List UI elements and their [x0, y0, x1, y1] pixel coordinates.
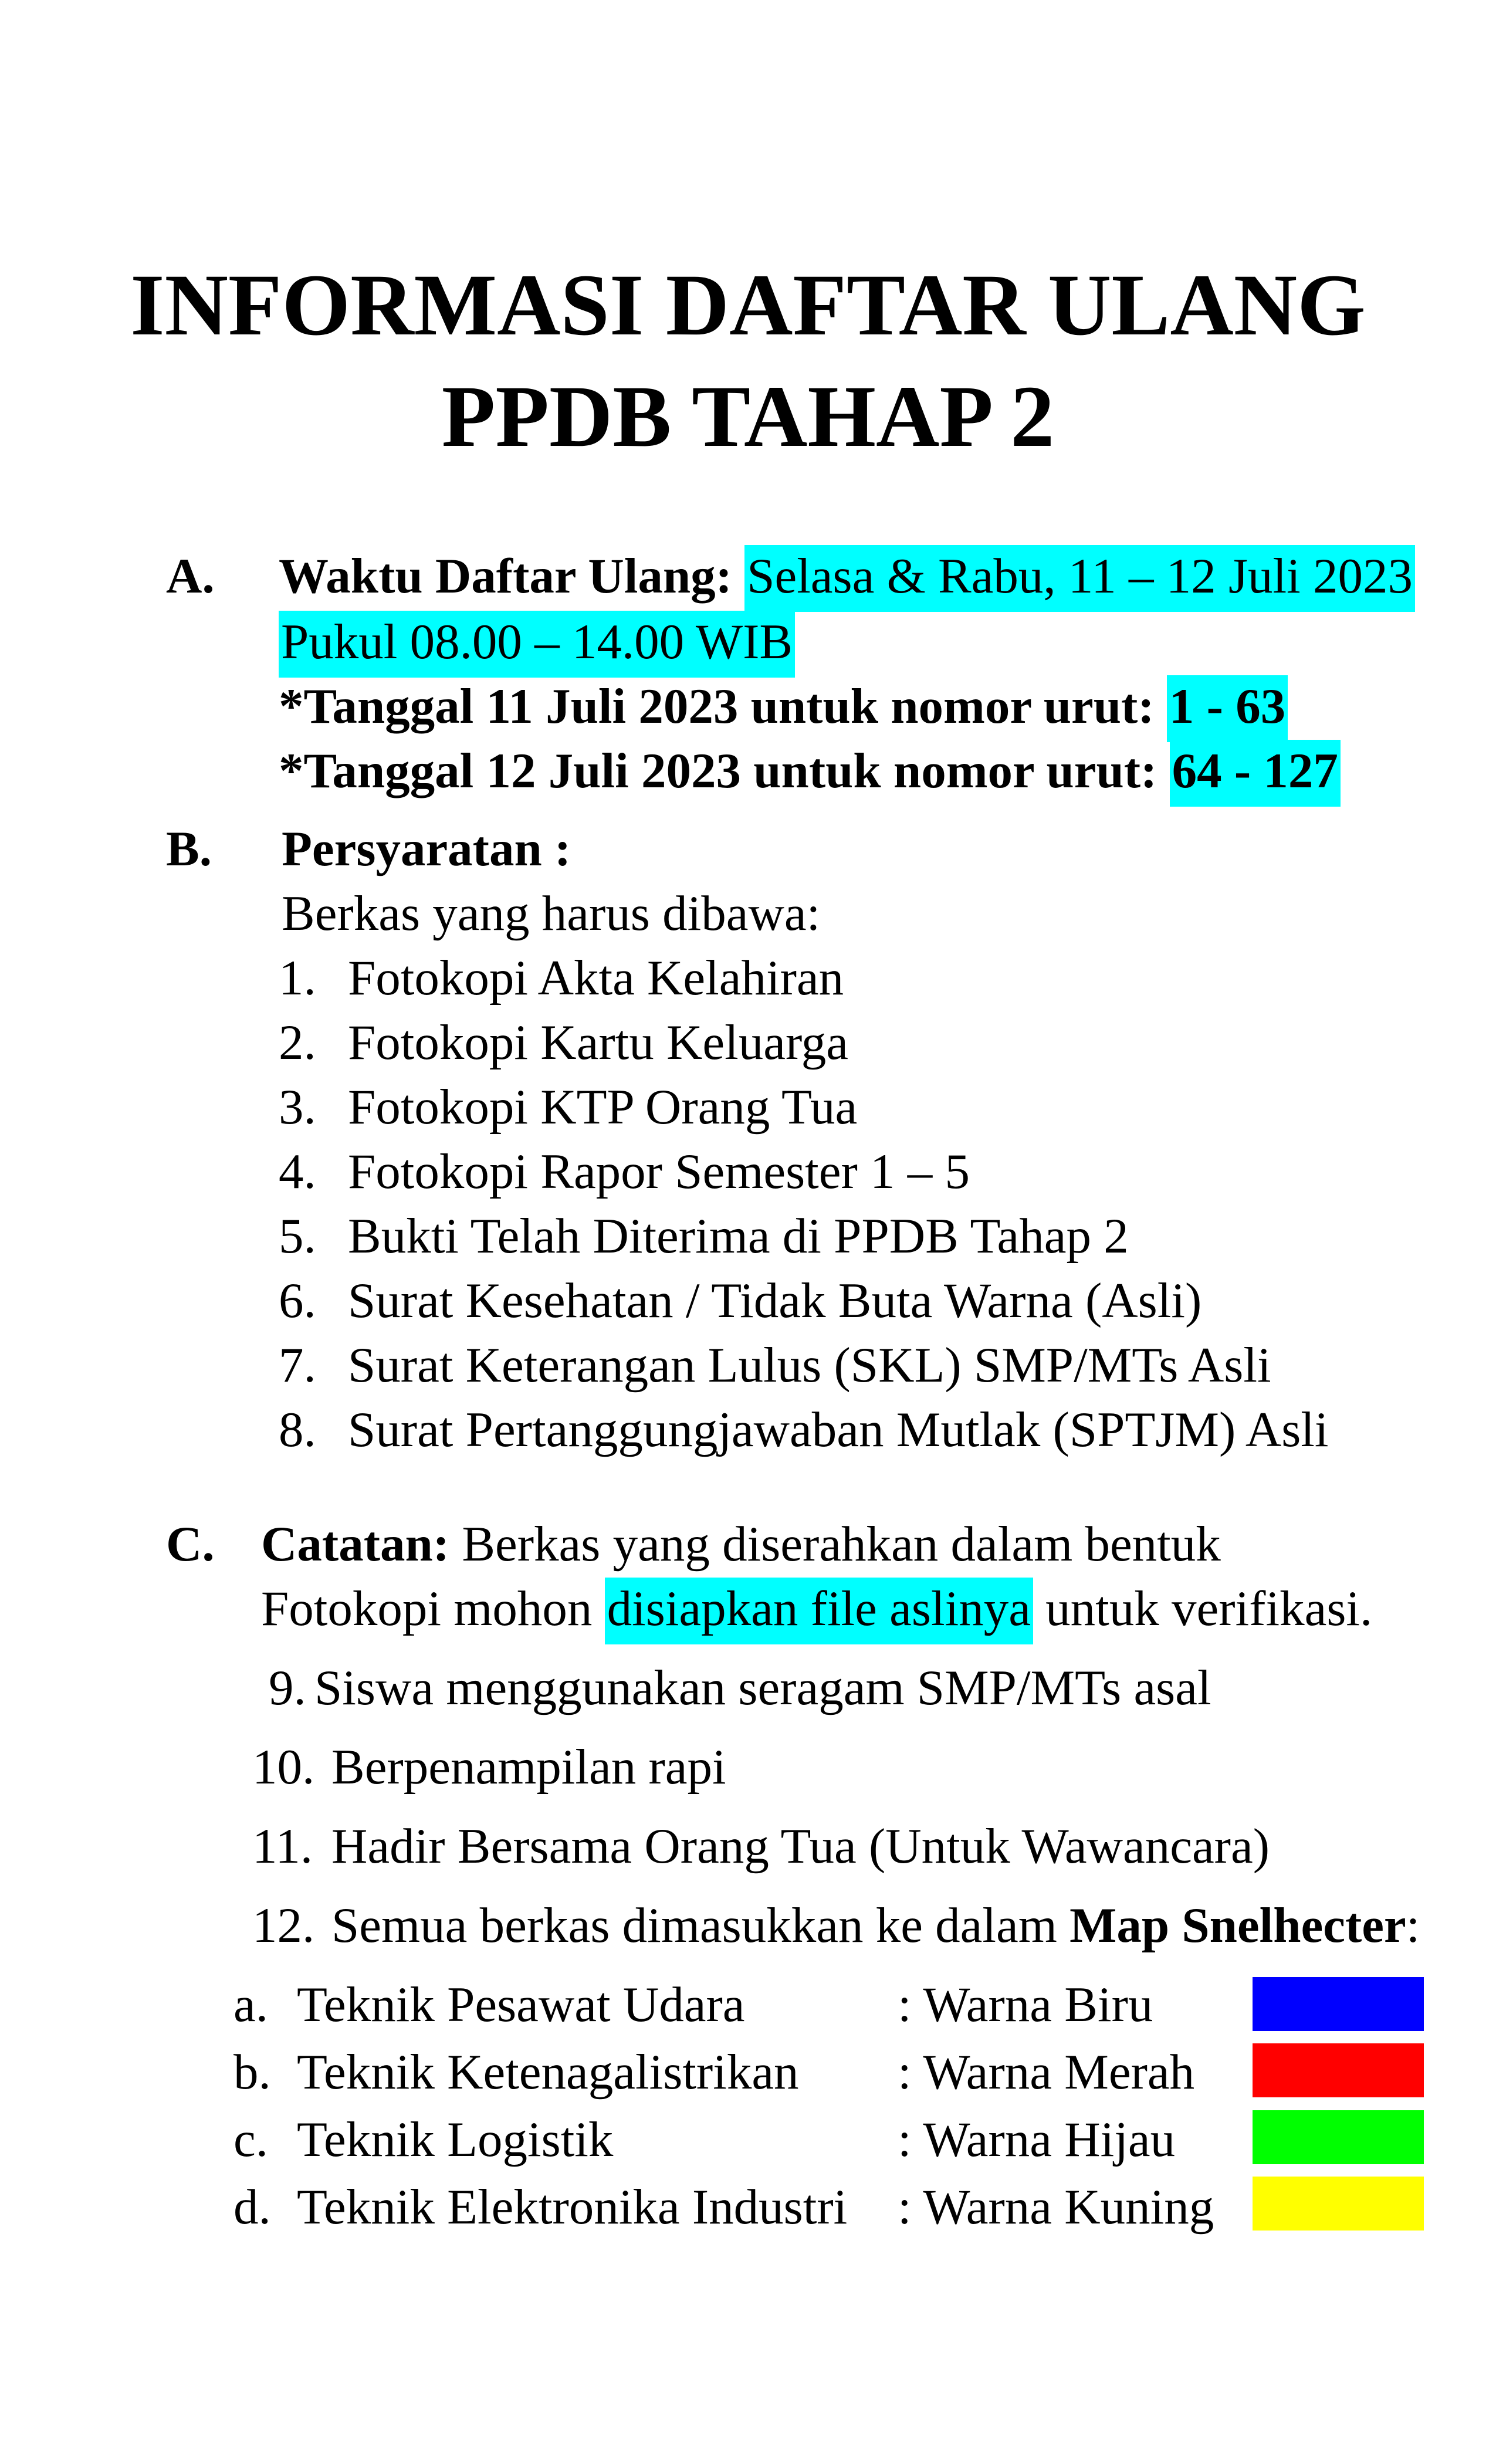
map-snelhecter: Map Snelhecter	[1069, 1898, 1406, 1953]
schedule-day-1-range: 1 - 63	[1167, 675, 1288, 742]
section-b-label: Persyaratan :	[282, 821, 571, 876]
schedule-day-2-text: *Tanggal 12 Juli 2023 untuk nomor urut:	[279, 743, 1157, 798]
section-b-letter: B.	[166, 821, 212, 876]
section-c-note-line-2: Fotokopi mohon disiapkan file aslinya untuk verifikasi.	[261, 1584, 1372, 1634]
note-item: 9. Siswa menggunakan seragam SMP/MTs asal	[269, 1660, 1211, 1715]
note-highlight: disiapkan file aslinya	[605, 1578, 1033, 1644]
note-item: 12. Semua berkas dimasukkan ke dalam Map Snelhecter:	[252, 1898, 1420, 1953]
note-item: 11. Hadir Bersama Orang Tua (Untuk Wawancara)	[252, 1819, 1270, 1874]
blue-color-swatch	[1253, 1977, 1424, 2031]
title-line-1: INFORMASI DAFTAR ULANG	[130, 256, 1366, 354]
section-a-label: Waktu Daftar Ulang:	[279, 549, 732, 604]
section-c-note-line-1: Catatan: Berkas yang diserahkan dalam bentuk	[261, 1517, 1221, 1572]
requirement-item: 4. Fotokopi Rapor Semester 1 – 5	[279, 1144, 970, 1199]
red-color-swatch	[1253, 2043, 1424, 2097]
registration-days: Selasa & Rabu, 11 – 12 Juli 2023	[744, 545, 1415, 612]
yellow-color-swatch	[1253, 2177, 1424, 2231]
section-a-line-1	[279, 549, 1415, 604]
registration-hours: Pukul 08.00 – 14.00 WIB	[279, 611, 795, 678]
program-color-label: : Warna Merah	[898, 2045, 1195, 2100]
requirement-item: 8. Surat Pertanggungjawaban Mutlak (SPTJM) Asli	[279, 1402, 1329, 1457]
schedule-day-1	[279, 679, 1288, 734]
program-item: a. Teknik Pesawat Udara	[233, 1977, 745, 2032]
program-item: d. Teknik Elektronika Industri	[233, 2179, 848, 2235]
program-item: b. Teknik Ketenagalistrikan	[233, 2045, 799, 2100]
section-c-label: Catatan:	[261, 1517, 450, 1572]
schedule-day-2	[279, 743, 1341, 798]
requirement-item: 7. Surat Keterangan Lulus (SKL) SMP/MTs Asli	[279, 1338, 1271, 1393]
section-a-line-2	[279, 614, 795, 669]
program-color-label: : Warna Hijau	[898, 2112, 1176, 2167]
note-item: 10. Berpenampilan rapi	[252, 1739, 726, 1795]
schedule-day-2-range: 64 - 127	[1170, 740, 1341, 807]
requirement-item: 5. Bukti Telah Diterima di PPDB Tahap 2	[279, 1209, 1129, 1264]
requirement-item: 3. Fotokopi KTP Orang Tua	[279, 1079, 858, 1135]
section-c-letter: C.	[166, 1517, 215, 1572]
program-color-label: : Warna Biru	[898, 1977, 1153, 2032]
green-color-swatch	[1253, 2110, 1424, 2164]
requirement-item: 1. Fotokopi Akta Kelahiran	[279, 950, 844, 1006]
program-color-label: : Warna Kuning	[898, 2179, 1214, 2235]
title-line-2: PPDB TAHAP 2	[441, 368, 1055, 465]
section-b-intro: Berkas yang harus dibawa:	[282, 886, 821, 941]
section-a-letter: A.	[166, 549, 215, 604]
program-item: c. Teknik Logistik	[233, 2112, 614, 2167]
requirement-item: 2. Fotokopi Kartu Keluarga	[279, 1015, 848, 1070]
requirement-item: 6. Surat Kesehatan / Tidak Buta Warna (Asli)	[279, 1273, 1202, 1328]
schedule-day-1-text: *Tanggal 11 Juli 2023 untuk nomor urut:	[279, 679, 1155, 734]
